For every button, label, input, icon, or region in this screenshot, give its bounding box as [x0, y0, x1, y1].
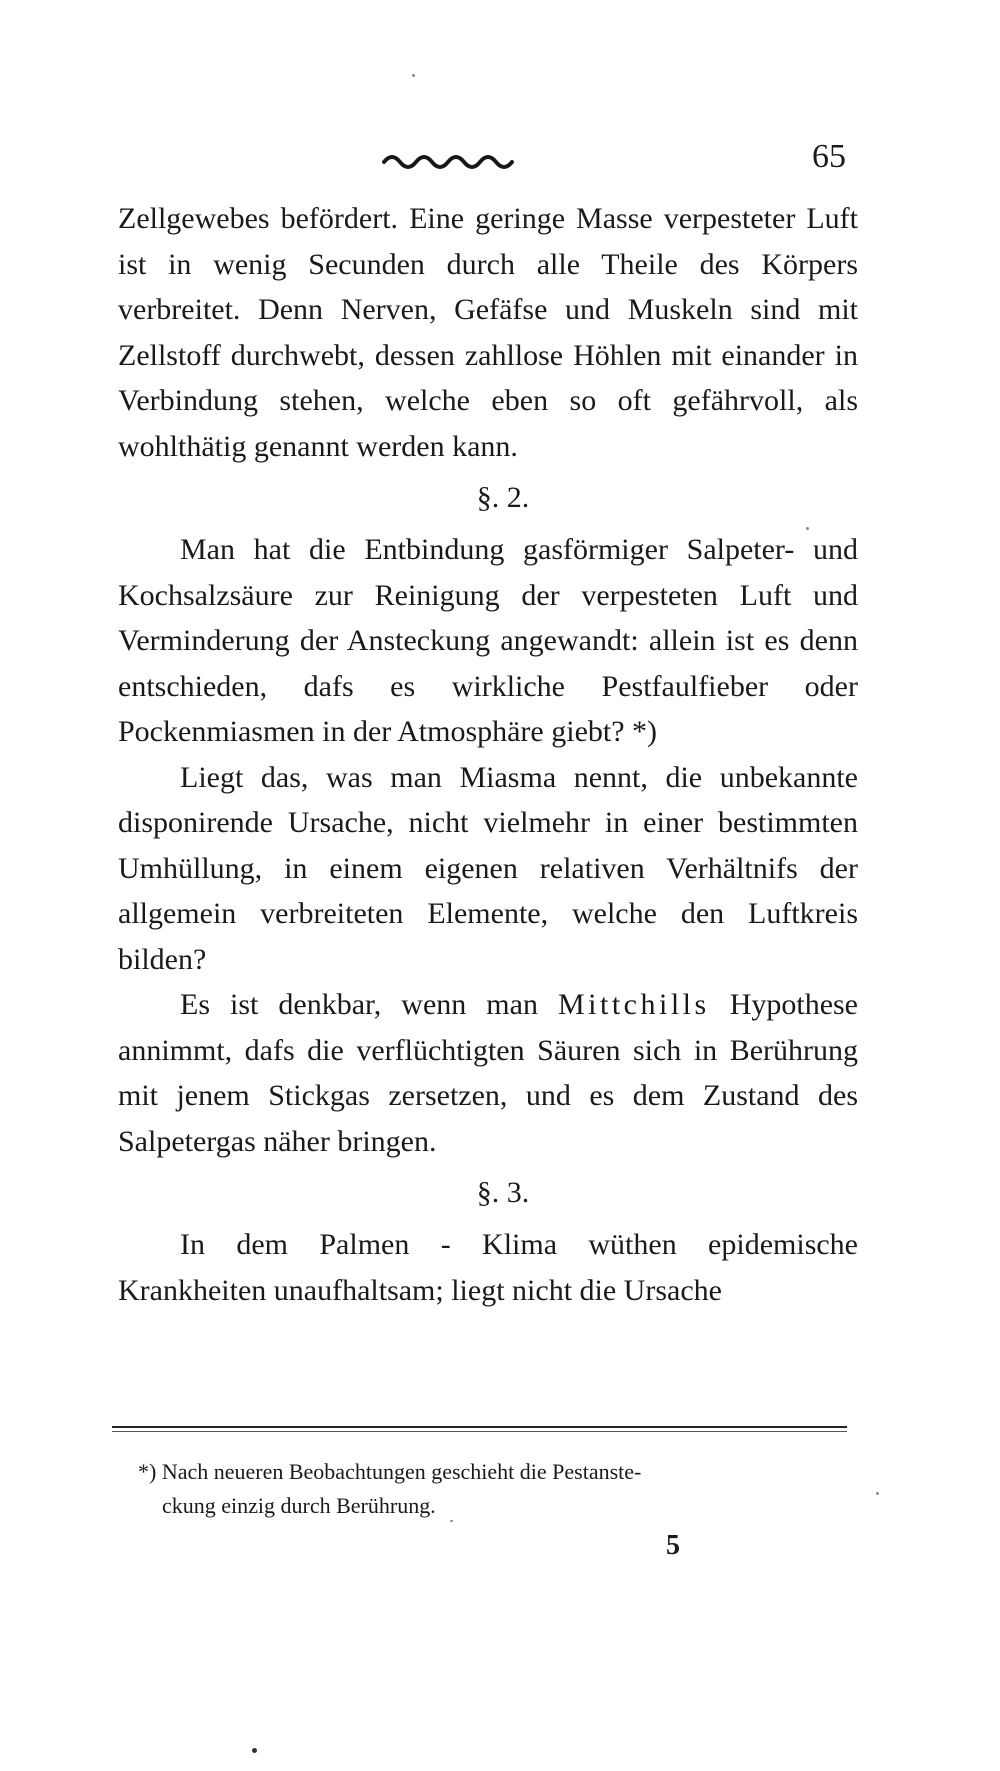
- paper-speck: [412, 74, 415, 77]
- paragraph-1: Zellgewebes befördert. Eine geringe Masse verpesteter Luft ist in wenig Secunden durch alle Theile des Körpers verbreitet. Denn Nerven, Gefäfse und Muskeln sind mit Zellstoff durchwebt, dessen zahllose Höhlen mit einander in Verbindung stehen, welche eben so oft gefährvoll, als wohlthätig genannt werden kann.: [118, 202, 858, 463]
- footnote-line-2: ckung einzig durch Berührung.: [162, 1493, 436, 1518]
- paragraph-4-after: Hypothese annimmt, dafs die verflüchtigten Säuren sich in Berührung mit jenem Stickgas zersetzen, und es dem Zustand des Salpetergas näher bringen.: [118, 988, 858, 1158]
- paragraph-3: Liegt das, was man Miasma nennt, die unbekannte disponirende Ursache, nicht vielmehr in einer bestimmten Umhüllung, in einem eigenen relativen Verhältnifs der allgemein verbreiteten Elemente, welche den Luftkreis bilden?: [118, 760, 858, 976]
- paragraph-4-before: Es ist denkbar, wenn man: [180, 988, 558, 1021]
- paper-speck: [252, 1748, 257, 1753]
- footnote-line-1: *) Nach neueren Beobachtungen geschieht die Pestanste-: [138, 1459, 642, 1484]
- spaced-name-mittchills: Mittchills: [557, 988, 710, 1021]
- paper-speck: [450, 1520, 453, 1522]
- footnote: [138, 1455, 848, 1523]
- paragraph-5: In dem Palmen - Klima wüthen epidemische Krankheiten unaufhaltsam; liegt nicht die Ursache: [118, 1228, 858, 1307]
- paragraph-4: [118, 982, 858, 1164]
- footnote-rule: [112, 1426, 847, 1428]
- section-heading-2: §. 2.: [476, 481, 530, 514]
- signature-mark: 5: [666, 1530, 680, 1561]
- footnote-rule-thin: [112, 1431, 847, 1432]
- page-number: 65: [812, 138, 846, 175]
- header-ornament: [380, 148, 530, 172]
- section-heading-3: §. 3.: [476, 1176, 530, 1209]
- body-text: [118, 196, 858, 1313]
- paper-speck: [876, 1492, 879, 1495]
- paper-speck: [806, 527, 809, 530]
- paragraph-2: Man hat die Entbindung gasförmiger Salpeter- und Kochsalzsäure zur Reinigung der verpesteten Luft und Verminderung der Ansteckung angewandt: allein ist es denn entschieden, dafs es wirkliche Pestfaulfieber oder Pockenmiasmen in der Atmosphäre giebt? *): [118, 533, 858, 748]
